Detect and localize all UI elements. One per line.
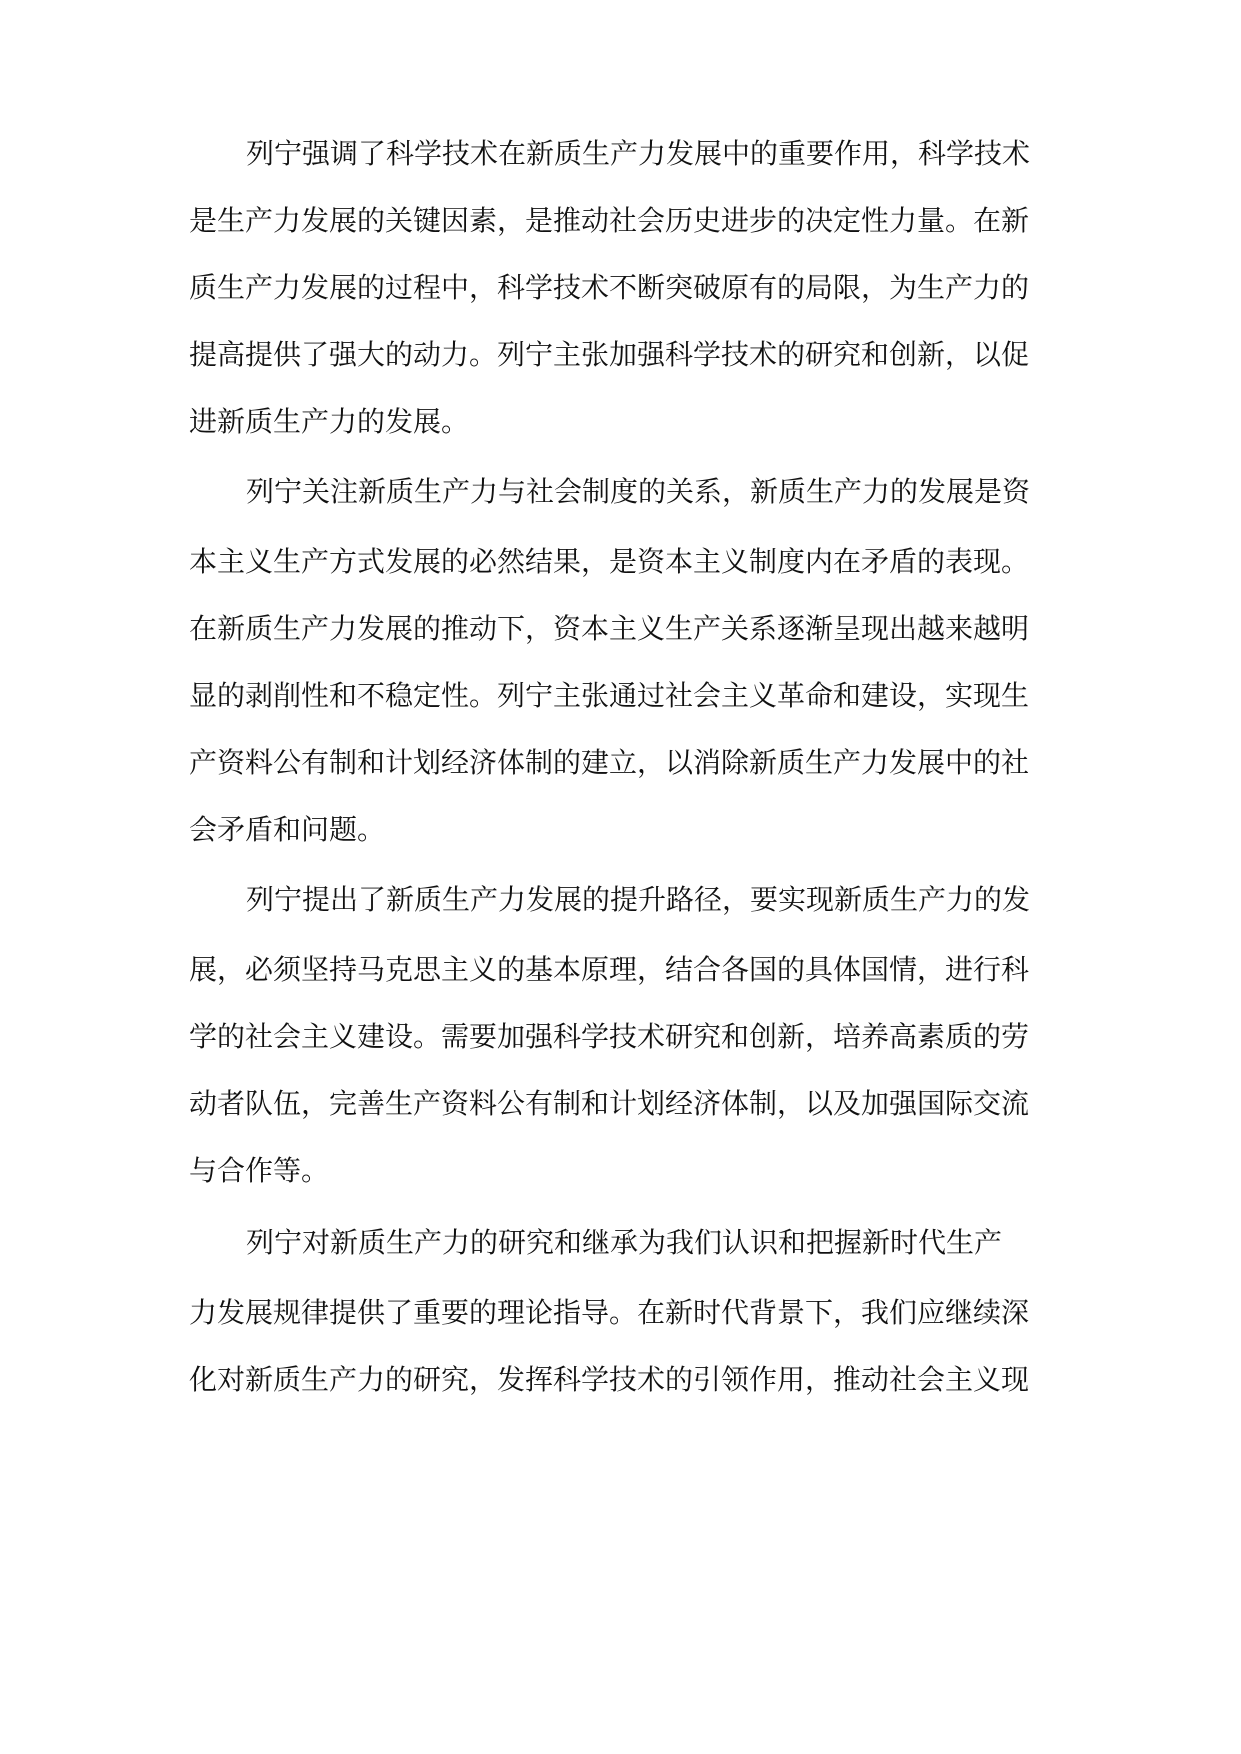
text-line: 质生产力发展的过程中，科学技术不断突破原有的局限，为生产力的 <box>189 271 1030 304</box>
text-line: 是生产力发展的关键因素，是推动社会历史进步的决定性力量。在新 <box>189 204 1030 237</box>
text-line: 列宁关注新质生产力与社会制度的关系，新质生产力的发展是资 <box>246 475 1031 508</box>
text-line: 会矛盾和问题。 <box>189 813 386 846</box>
text-line: 提高提供了强大的动力。列宁主张加强科学技术的研究和创新，以促 <box>189 338 1030 371</box>
text-line: 在新质生产力发展的推动下，资本主义生产关系逐渐呈现出越来越明 <box>189 612 1030 645</box>
text-line: 与合作等。 <box>189 1154 330 1187</box>
text-line: 本主义生产方式发展的必然结果，是资本主义制度内在矛盾的表现。 <box>189 545 1030 578</box>
text-line: 显的剥削性和不稳定性。列宁主张通过社会主义革命和建设，实现生 <box>189 679 1030 712</box>
text-line: 列宁对新质生产力的研究和继承为我们认识和把握新时代生产 <box>246 1226 1003 1259</box>
text-line: 展，必须坚持马克思主义的基本原理，结合各国的具体国情，进行科 <box>189 953 1030 986</box>
text-line: 列宁提出了新质生产力发展的提升路径，要实现新质生产力的发 <box>246 883 1031 916</box>
text-line: 动者队伍，完善生产资料公有制和计划经济体制，以及加强国际交流 <box>189 1087 1030 1120</box>
text-line: 列宁强调了科学技术在新质生产力发展中的重要作用，科学技术 <box>246 137 1031 170</box>
text-line: 进新质生产力的发展。 <box>189 405 470 438</box>
text-line: 产资料公有制和计划经济体制的建立，以消除新质生产力发展中的社 <box>189 746 1030 779</box>
text-line: 力发展规律提供了重要的理论指导。在新时代背景下，我们应继续深 <box>189 1296 1030 1329</box>
text-line: 化对新质生产力的研究，发挥科学技术的引领作用，推动社会主义现 <box>189 1363 1030 1396</box>
text-line: 学的社会主义建设。需要加强科学技术研究和创新，培养高素质的劳 <box>189 1020 1030 1053</box>
